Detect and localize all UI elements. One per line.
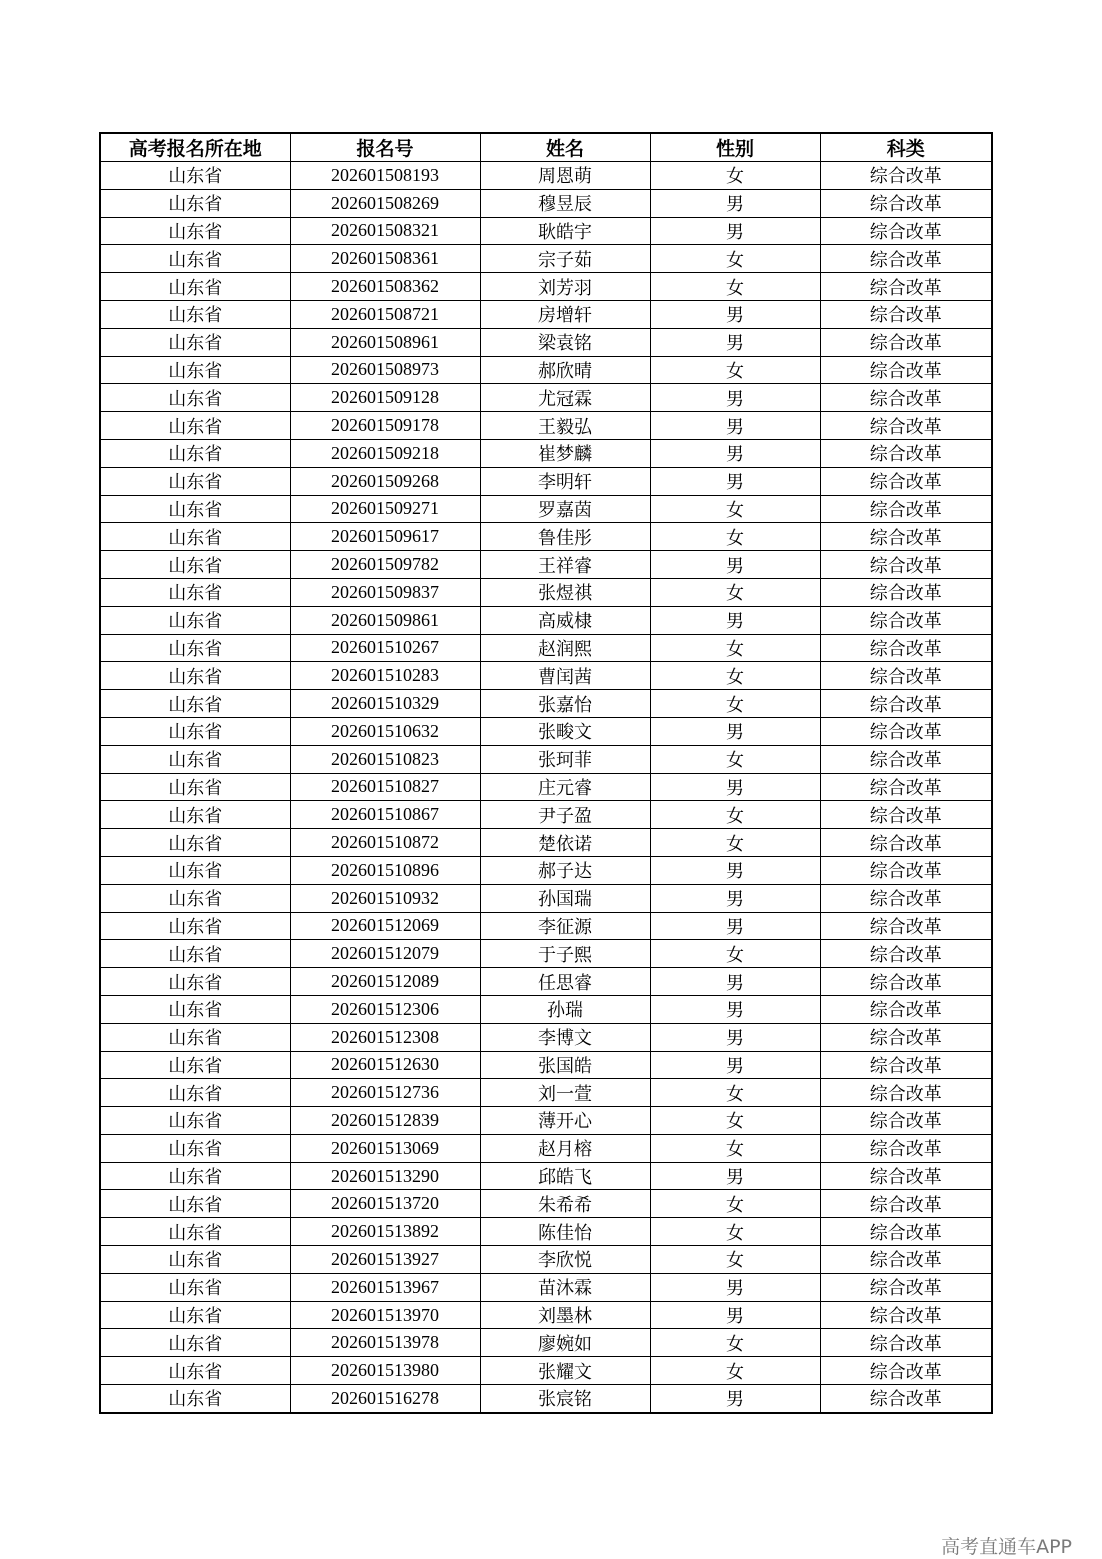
cell-location: 山东省 <box>100 801 290 829</box>
cell-registration-number: 202601508961 <box>290 328 480 356</box>
cell-name: 尤冠霖 <box>480 384 650 412</box>
cell-name: 刘墨林 <box>480 1301 650 1329</box>
cell-location: 山东省 <box>100 245 290 273</box>
cell-gender: 男 <box>650 328 820 356</box>
cell-location: 山东省 <box>100 217 290 245</box>
cell-subject-category: 综合改革 <box>820 439 992 467</box>
cell-location: 山东省 <box>100 467 290 495</box>
table-row <box>100 968 992 996</box>
cell-name: 张宸铭 <box>480 1385 650 1413</box>
cell-name: 罗嘉茵 <box>480 495 650 523</box>
cell-location: 山东省 <box>100 634 290 662</box>
cell-name: 郝欣晴 <box>480 356 650 384</box>
cell-subject-category: 综合改革 <box>820 1162 992 1190</box>
table-row <box>100 606 992 634</box>
table-row <box>100 551 992 579</box>
cell-subject-category: 综合改革 <box>820 829 992 857</box>
cell-gender: 男 <box>650 995 820 1023</box>
cell-registration-number: 202601513967 <box>290 1273 480 1301</box>
cell-registration-number: 202601509218 <box>290 439 480 467</box>
cell-name: 于子熙 <box>480 940 650 968</box>
table-row <box>100 356 992 384</box>
cell-subject-category: 综合改革 <box>820 773 992 801</box>
cell-subject-category: 综合改革 <box>820 189 992 217</box>
table-row <box>100 1190 992 1218</box>
cell-name: 张珂菲 <box>480 745 650 773</box>
table-row <box>100 634 992 662</box>
cell-registration-number: 202601512069 <box>290 912 480 940</box>
cell-registration-number: 202601513892 <box>290 1218 480 1246</box>
cell-subject-category: 综合改革 <box>820 384 992 412</box>
cell-registration-number: 202601510872 <box>290 829 480 857</box>
cell-gender: 女 <box>650 940 820 968</box>
cell-gender: 男 <box>650 1385 820 1413</box>
cell-name: 邱皓飞 <box>480 1162 650 1190</box>
cell-name: 赵润熙 <box>480 634 650 662</box>
cell-location: 山东省 <box>100 189 290 217</box>
cell-location: 山东省 <box>100 968 290 996</box>
table-header <box>100 133 992 162</box>
cell-name: 耿皓宇 <box>480 217 650 245</box>
cell-gender: 男 <box>650 1162 820 1190</box>
cell-gender: 女 <box>650 578 820 606</box>
cell-gender: 男 <box>650 884 820 912</box>
cell-registration-number: 202601509617 <box>290 523 480 551</box>
table-row <box>100 690 992 718</box>
cell-gender: 女 <box>650 523 820 551</box>
cell-name: 张煜祺 <box>480 578 650 606</box>
cell-name: 孙国瑞 <box>480 884 650 912</box>
header-row <box>100 133 992 162</box>
cell-location: 山东省 <box>100 273 290 301</box>
cell-location: 山东省 <box>100 1246 290 1274</box>
cell-gender: 女 <box>650 1134 820 1162</box>
table-row <box>100 1273 992 1301</box>
cell-location: 山东省 <box>100 745 290 773</box>
cell-registration-number: 202601508362 <box>290 273 480 301</box>
cell-gender: 男 <box>650 856 820 884</box>
cell-gender: 女 <box>650 662 820 690</box>
cell-gender: 女 <box>650 1329 820 1357</box>
cell-subject-category: 综合改革 <box>820 1273 992 1301</box>
table-row <box>100 578 992 606</box>
cell-subject-category: 综合改革 <box>820 1023 992 1051</box>
table-body <box>100 162 992 1413</box>
cell-gender: 女 <box>650 356 820 384</box>
cell-registration-number: 202601516278 <box>290 1385 480 1413</box>
watermark-text: 高考直通车APP <box>941 1536 1072 1558</box>
table-row <box>100 523 992 551</box>
cell-registration-number: 202601512630 <box>290 1051 480 1079</box>
cell-subject-category: 综合改革 <box>820 328 992 356</box>
table-row <box>100 1107 992 1135</box>
cell-subject-category: 综合改革 <box>820 662 992 690</box>
table-row <box>100 495 992 523</box>
table-row <box>100 384 992 412</box>
cell-location: 山东省 <box>100 1301 290 1329</box>
cell-registration-number: 202601512308 <box>290 1023 480 1051</box>
cell-subject-category: 综合改革 <box>820 1051 992 1079</box>
cell-registration-number: 202601508321 <box>290 217 480 245</box>
table-row <box>100 1051 992 1079</box>
table-row <box>100 412 992 440</box>
table-row <box>100 940 992 968</box>
cell-name: 崔梦麟 <box>480 439 650 467</box>
table-row <box>100 662 992 690</box>
cell-subject-category: 综合改革 <box>820 551 992 579</box>
cell-location: 山东省 <box>100 1273 290 1301</box>
table-row <box>100 217 992 245</box>
cell-subject-category: 综合改革 <box>820 801 992 829</box>
cell-subject-category: 综合改革 <box>820 634 992 662</box>
cell-location: 山东省 <box>100 1107 290 1135</box>
cell-gender: 男 <box>650 912 820 940</box>
table-row <box>100 1162 992 1190</box>
cell-registration-number: 202601509268 <box>290 467 480 495</box>
cell-name: 张国皓 <box>480 1051 650 1079</box>
cell-name: 孙瑞 <box>480 995 650 1023</box>
cell-registration-number: 202601513980 <box>290 1357 480 1385</box>
cell-location: 山东省 <box>100 717 290 745</box>
cell-subject-category: 综合改革 <box>820 1329 992 1357</box>
cell-gender: 男 <box>650 1273 820 1301</box>
cell-subject-category: 综合改革 <box>820 1301 992 1329</box>
cell-subject-category: 综合改革 <box>820 495 992 523</box>
cell-location: 山东省 <box>100 495 290 523</box>
table-row <box>100 1301 992 1329</box>
cell-registration-number: 202601513069 <box>290 1134 480 1162</box>
cell-subject-category: 综合改革 <box>820 606 992 634</box>
table-row <box>100 856 992 884</box>
cell-location: 山东省 <box>100 995 290 1023</box>
table-row <box>100 1357 992 1385</box>
cell-subject-category: 综合改革 <box>820 245 992 273</box>
cell-gender: 男 <box>650 773 820 801</box>
cell-location: 山东省 <box>100 773 290 801</box>
cell-location: 山东省 <box>100 439 290 467</box>
cell-gender: 男 <box>650 551 820 579</box>
cell-location: 山东省 <box>100 1023 290 1051</box>
cell-subject-category: 综合改革 <box>820 467 992 495</box>
cell-gender: 男 <box>650 968 820 996</box>
cell-name: 宗子茹 <box>480 245 650 273</box>
cell-registration-number: 202601512306 <box>290 995 480 1023</box>
cell-registration-number: 202601508721 <box>290 300 480 328</box>
cell-name: 任思睿 <box>480 968 650 996</box>
table-row <box>100 801 992 829</box>
cell-gender: 女 <box>650 1218 820 1246</box>
cell-subject-category: 综合改革 <box>820 912 992 940</box>
cell-gender: 男 <box>650 1301 820 1329</box>
cell-location: 山东省 <box>100 356 290 384</box>
cell-name: 李博文 <box>480 1023 650 1051</box>
column-header-subject-category: 科类 <box>820 133 992 162</box>
cell-subject-category: 综合改革 <box>820 745 992 773</box>
table-row <box>100 189 992 217</box>
cell-name: 高威棣 <box>480 606 650 634</box>
cell-registration-number: 202601512079 <box>290 940 480 968</box>
cell-registration-number: 202601508193 <box>290 162 480 190</box>
cell-registration-number: 202601509861 <box>290 606 480 634</box>
cell-name: 张嘉怡 <box>480 690 650 718</box>
table-row <box>100 773 992 801</box>
cell-gender: 男 <box>650 412 820 440</box>
cell-gender: 女 <box>650 801 820 829</box>
cell-gender: 男 <box>650 300 820 328</box>
cell-name: 王祥睿 <box>480 551 650 579</box>
cell-registration-number: 202601509837 <box>290 578 480 606</box>
cell-gender: 女 <box>650 829 820 857</box>
cell-registration-number: 202601510827 <box>290 773 480 801</box>
table-row <box>100 245 992 273</box>
cell-registration-number: 202601510632 <box>290 717 480 745</box>
cell-subject-category: 综合改革 <box>820 1357 992 1385</box>
cell-subject-category: 综合改革 <box>820 884 992 912</box>
cell-name: 廖婉如 <box>480 1329 650 1357</box>
cell-location: 山东省 <box>100 940 290 968</box>
cell-registration-number: 202601510267 <box>290 634 480 662</box>
column-header-name: 姓名 <box>480 133 650 162</box>
cell-name: 赵月榕 <box>480 1134 650 1162</box>
table-row <box>100 1329 992 1357</box>
cell-name: 曹闰茜 <box>480 662 650 690</box>
cell-subject-category: 综合改革 <box>820 1385 992 1413</box>
cell-subject-category: 综合改革 <box>820 940 992 968</box>
cell-name: 陈佳怡 <box>480 1218 650 1246</box>
column-header-location: 高考报名所在地 <box>100 133 290 162</box>
cell-subject-category: 综合改革 <box>820 523 992 551</box>
cell-registration-number: 202601509271 <box>290 495 480 523</box>
cell-subject-category: 综合改革 <box>820 1107 992 1135</box>
cell-gender: 女 <box>650 634 820 662</box>
cell-subject-category: 综合改革 <box>820 1218 992 1246</box>
cell-subject-category: 综合改革 <box>820 162 992 190</box>
cell-name: 房增轩 <box>480 300 650 328</box>
cell-name: 苗沐霖 <box>480 1273 650 1301</box>
cell-location: 山东省 <box>100 1357 290 1385</box>
table-row <box>100 829 992 857</box>
cell-subject-category: 综合改革 <box>820 412 992 440</box>
cell-location: 山东省 <box>100 690 290 718</box>
cell-subject-category: 综合改革 <box>820 1246 992 1274</box>
cell-gender: 女 <box>650 1107 820 1135</box>
cell-name: 朱希希 <box>480 1190 650 1218</box>
cell-gender: 女 <box>650 1079 820 1107</box>
table-row <box>100 328 992 356</box>
cell-location: 山东省 <box>100 606 290 634</box>
cell-registration-number: 202601509782 <box>290 551 480 579</box>
cell-registration-number: 202601512736 <box>290 1079 480 1107</box>
cell-gender: 男 <box>650 217 820 245</box>
table-row <box>100 745 992 773</box>
table-row <box>100 300 992 328</box>
cell-subject-category: 综合改革 <box>820 968 992 996</box>
cell-name: 穆昱辰 <box>480 189 650 217</box>
cell-name: 梁袁铭 <box>480 328 650 356</box>
table-row <box>100 1218 992 1246</box>
cell-location: 山东省 <box>100 1134 290 1162</box>
table-row <box>100 995 992 1023</box>
cell-registration-number: 202601510932 <box>290 884 480 912</box>
cell-location: 山东省 <box>100 662 290 690</box>
cell-name: 李明轩 <box>480 467 650 495</box>
cell-name: 刘一萱 <box>480 1079 650 1107</box>
column-header-gender: 性别 <box>650 133 820 162</box>
cell-location: 山东省 <box>100 1218 290 1246</box>
cell-gender: 女 <box>650 162 820 190</box>
table-row <box>100 1079 992 1107</box>
cell-location: 山东省 <box>100 523 290 551</box>
cell-location: 山东省 <box>100 884 290 912</box>
cell-subject-category: 综合改革 <box>820 856 992 884</box>
cell-location: 山东省 <box>100 384 290 412</box>
cell-name: 王毅弘 <box>480 412 650 440</box>
cell-subject-category: 综合改革 <box>820 1079 992 1107</box>
table-row <box>100 162 992 190</box>
cell-registration-number: 202601509178 <box>290 412 480 440</box>
cell-registration-number: 202601513720 <box>290 1190 480 1218</box>
cell-registration-number: 202601513970 <box>290 1301 480 1329</box>
cell-name: 周恩萌 <box>480 162 650 190</box>
cell-name: 庄元睿 <box>480 773 650 801</box>
cell-name: 张耀文 <box>480 1357 650 1385</box>
cell-registration-number: 202601508361 <box>290 245 480 273</box>
cell-name: 薄开心 <box>480 1107 650 1135</box>
cell-location: 山东省 <box>100 1190 290 1218</box>
cell-location: 山东省 <box>100 829 290 857</box>
cell-gender: 女 <box>650 273 820 301</box>
table-row <box>100 1023 992 1051</box>
cell-gender: 男 <box>650 189 820 217</box>
cell-location: 山东省 <box>100 1079 290 1107</box>
cell-location: 山东省 <box>100 162 290 190</box>
cell-name: 刘芳羽 <box>480 273 650 301</box>
table-row <box>100 439 992 467</box>
cell-subject-category: 综合改革 <box>820 273 992 301</box>
cell-location: 山东省 <box>100 328 290 356</box>
cell-registration-number: 202601508269 <box>290 189 480 217</box>
cell-subject-category: 综合改革 <box>820 578 992 606</box>
cell-subject-category: 综合改革 <box>820 1190 992 1218</box>
cell-registration-number: 202601513978 <box>290 1329 480 1357</box>
cell-name: 楚依诺 <box>480 829 650 857</box>
cell-gender: 男 <box>650 467 820 495</box>
cell-name: 张畯文 <box>480 717 650 745</box>
cell-gender: 女 <box>650 690 820 718</box>
cell-registration-number: 202601509128 <box>290 384 480 412</box>
cell-location: 山东省 <box>100 1162 290 1190</box>
cell-subject-category: 综合改革 <box>820 995 992 1023</box>
cell-location: 山东省 <box>100 856 290 884</box>
table-row <box>100 273 992 301</box>
cell-subject-category: 综合改革 <box>820 217 992 245</box>
cell-registration-number: 202601510283 <box>290 662 480 690</box>
cell-gender: 男 <box>650 717 820 745</box>
cell-gender: 女 <box>650 1357 820 1385</box>
cell-gender: 女 <box>650 745 820 773</box>
table-row <box>100 1385 992 1413</box>
cell-subject-category: 综合改革 <box>820 300 992 328</box>
cell-gender: 男 <box>650 1051 820 1079</box>
cell-registration-number: 202601510329 <box>290 690 480 718</box>
cell-gender: 女 <box>650 1246 820 1274</box>
cell-location: 山东省 <box>100 578 290 606</box>
cell-location: 山东省 <box>100 412 290 440</box>
cell-gender: 男 <box>650 1023 820 1051</box>
table-row <box>100 912 992 940</box>
cell-registration-number: 202601510896 <box>290 856 480 884</box>
cell-location: 山东省 <box>100 300 290 328</box>
cell-location: 山东省 <box>100 1385 290 1413</box>
cell-gender: 女 <box>650 1190 820 1218</box>
cell-location: 山东省 <box>100 1329 290 1357</box>
cell-registration-number: 202601510823 <box>290 745 480 773</box>
cell-gender: 女 <box>650 245 820 273</box>
table-row <box>100 1134 992 1162</box>
cell-name: 鲁佳彤 <box>480 523 650 551</box>
cell-location: 山东省 <box>100 912 290 940</box>
cell-gender: 女 <box>650 495 820 523</box>
cell-registration-number: 202601512839 <box>290 1107 480 1135</box>
cell-subject-category: 综合改革 <box>820 690 992 718</box>
table-row <box>100 467 992 495</box>
cell-registration-number: 202601513927 <box>290 1246 480 1274</box>
table-row <box>100 1246 992 1274</box>
cell-name: 郝子达 <box>480 856 650 884</box>
cell-registration-number: 202601510867 <box>290 801 480 829</box>
cell-name: 尹子盈 <box>480 801 650 829</box>
cell-name: 李征源 <box>480 912 650 940</box>
table-row <box>100 717 992 745</box>
cell-gender: 男 <box>650 439 820 467</box>
admission-roster-table <box>99 132 993 1414</box>
cell-gender: 男 <box>650 606 820 634</box>
cell-subject-category: 综合改革 <box>820 717 992 745</box>
cell-registration-number: 202601512089 <box>290 968 480 996</box>
cell-location: 山东省 <box>100 551 290 579</box>
table-row <box>100 884 992 912</box>
cell-subject-category: 综合改革 <box>820 1134 992 1162</box>
cell-registration-number: 202601508973 <box>290 356 480 384</box>
cell-subject-category: 综合改革 <box>820 356 992 384</box>
cell-location: 山东省 <box>100 1051 290 1079</box>
cell-name: 李欣悦 <box>480 1246 650 1274</box>
cell-gender: 男 <box>650 384 820 412</box>
column-header-registration-number: 报名号 <box>290 133 480 162</box>
cell-registration-number: 202601513290 <box>290 1162 480 1190</box>
